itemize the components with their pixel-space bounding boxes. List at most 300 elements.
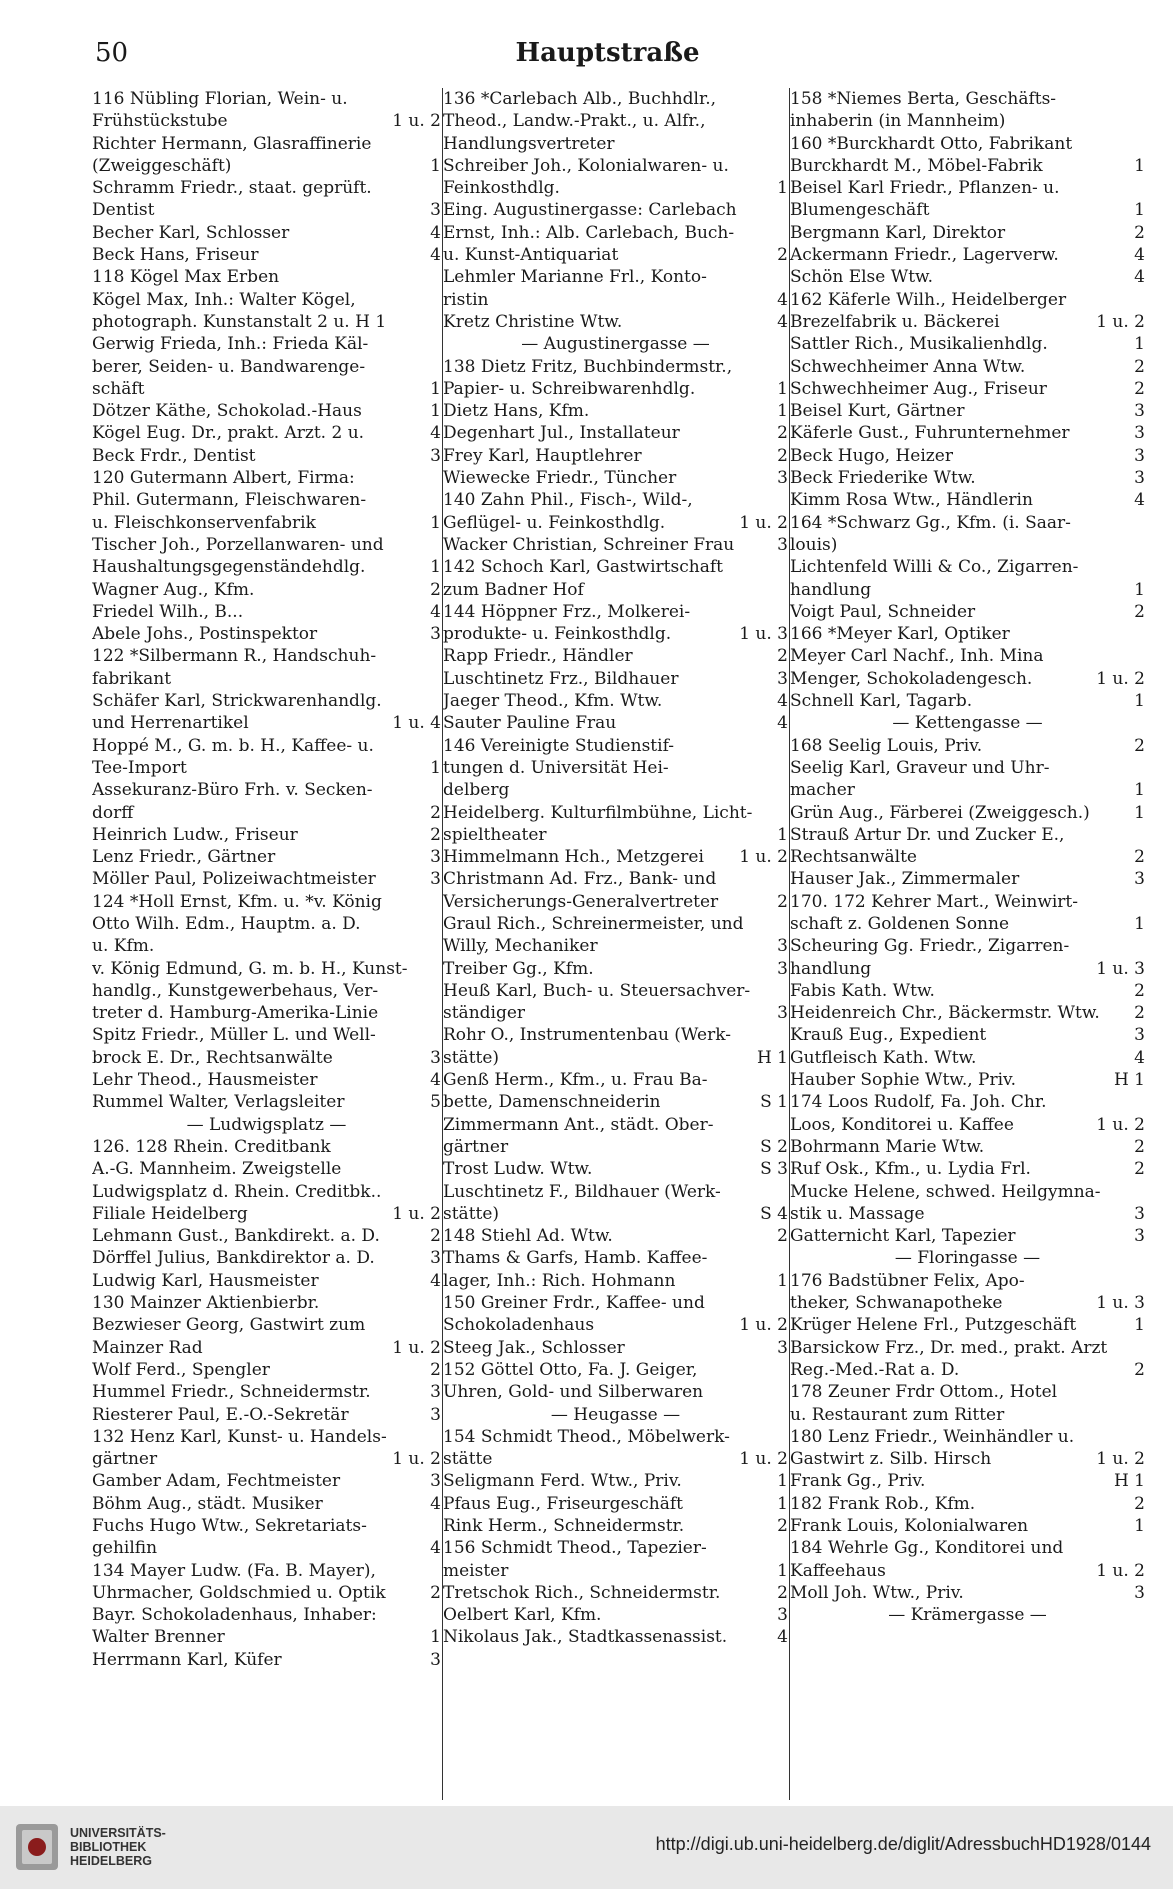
directory-entry-line xyxy=(92,155,441,177)
directory-entry-line xyxy=(443,779,788,801)
directory-entry-line xyxy=(443,1181,788,1203)
floor-number: 2 xyxy=(777,1226,788,1247)
directory-entry-line xyxy=(92,512,441,534)
directory-entry-line xyxy=(92,133,441,155)
floor-number: 4 xyxy=(430,1270,441,1291)
entry-text: Geflügel- u. Feinkosthdlg. xyxy=(443,512,666,533)
directory-entry-line xyxy=(92,1047,441,1069)
floor-number: 1 u. 2 xyxy=(392,1337,441,1358)
directory-entry-line xyxy=(92,1626,441,1648)
entry-text: Uhren, Gold- und Silberwaren xyxy=(443,1382,704,1403)
directory-entry-line xyxy=(92,1359,441,1381)
entry-text: Fabis Kath. Wtw. xyxy=(790,980,935,1001)
directory-entry-line xyxy=(790,1582,1145,1604)
directory-entry-line xyxy=(790,311,1145,333)
floor-number: 4 xyxy=(430,1538,441,1559)
floor-number: 3 xyxy=(1134,869,1145,890)
directory-entry-line xyxy=(92,289,441,311)
floor-number: 4 xyxy=(1134,1047,1145,1068)
entry-text: Phil. Gutermann, Fleischwaren- xyxy=(92,490,367,511)
directory-entry-line xyxy=(790,1114,1145,1136)
floor-number: 1 xyxy=(777,1493,788,1514)
entry-text: spieltheater xyxy=(443,824,547,845)
entry-text: Lenz Friedr., Gärtner xyxy=(92,847,276,868)
entry-text: Rapp Friedr., Händler xyxy=(443,646,633,667)
directory-entry-line xyxy=(92,824,441,846)
floor-number: 2 xyxy=(1134,1003,1145,1024)
entry-text: Dötzer Käthe, Schokolad.-Haus xyxy=(92,401,362,422)
floor-number: 3 xyxy=(777,958,788,979)
street-heading xyxy=(790,1247,1145,1269)
entry-text: Theod., Landw.-Prakt., u. Alfr., xyxy=(443,111,706,132)
entry-text: 162 Käferle Wilh., Heidelberger xyxy=(790,289,1067,310)
entry-text: gärtner xyxy=(92,1449,158,1470)
floor-number: 4 xyxy=(430,1070,441,1091)
floor-number: 2 xyxy=(430,1359,441,1380)
entry-text: Frühstückstube xyxy=(92,111,228,132)
directory-entry-line xyxy=(443,1337,788,1359)
source-url-link[interactable]: http://digi.ub.uni-heidelberg.de/diglit/AdressbuchHD1928/0144 xyxy=(655,1834,1151,1854)
floor-number: 2 xyxy=(430,824,441,845)
directory-entry-line xyxy=(790,846,1145,868)
floor-number: 1 xyxy=(1134,780,1145,801)
directory-entry-line xyxy=(443,1225,788,1247)
directory-entry-line xyxy=(790,1515,1145,1537)
entry-text: A.-G. Mannheim. Zweigstelle xyxy=(92,1159,342,1180)
floor-number: 3 xyxy=(430,200,441,221)
entry-text: Käferle Gust., Fuhrunternehmer xyxy=(790,423,1070,444)
entry-text: Versicherungs-Generalvertreter xyxy=(443,891,719,912)
entry-text: produkte- u. Feinkosthdlg. xyxy=(443,624,672,645)
entry-text: 150 Greiner Frdr., Kaffee- und xyxy=(443,1293,705,1314)
street-heading-text: — Heugasse — xyxy=(550,1404,681,1425)
entry-text: Bohrmann Marie Wtw. xyxy=(790,1136,985,1157)
directory-entry-line xyxy=(790,133,1145,155)
floor-number: 1 u. 2 xyxy=(739,1449,788,1470)
entry-text: 136 *Carlebach Alb., Buchhdlr., xyxy=(443,89,717,109)
floor-number: 4 xyxy=(430,1493,441,1514)
floor-number: S 2 xyxy=(760,1136,788,1157)
entry-text: Wolf Ferd., Spengler xyxy=(92,1359,270,1380)
floor-number: 1 xyxy=(430,378,441,399)
directory-entry-line xyxy=(790,177,1145,199)
directory-entry-line xyxy=(92,445,441,467)
floor-number: 3 xyxy=(777,668,788,689)
floor-number: 1 xyxy=(777,178,788,199)
entry-text: Gerwig Frieda, Inh.: Frieda Käl- xyxy=(92,334,369,355)
entry-text: Mainzer Rad xyxy=(92,1337,203,1358)
entry-text: Haushaltungsgegenständehdlg. xyxy=(92,557,366,578)
directory-entry-line xyxy=(92,1426,441,1448)
directory-entry-line xyxy=(790,1426,1145,1448)
directory-entry-line xyxy=(443,935,788,957)
page-number: 50 xyxy=(95,38,129,68)
directory-entry-line xyxy=(92,1560,441,1582)
floor-number: 1 xyxy=(1134,913,1145,934)
entry-text: dorff xyxy=(92,802,134,823)
floor-number: 2 xyxy=(777,1582,788,1603)
page-header xyxy=(95,38,1120,78)
entry-text: Friedel Wilh., B... xyxy=(92,601,244,622)
directory-entry-line xyxy=(790,579,1145,601)
entry-text: Ludwigsplatz d. Rhein. Creditbk.. xyxy=(92,1181,382,1202)
floor-number: 1 u. 3 xyxy=(1096,958,1145,979)
directory-entry-line xyxy=(790,1136,1145,1158)
directory-entry-line xyxy=(790,1337,1145,1359)
entry-text: Rink Herm., Schneidermstr. xyxy=(443,1516,685,1536)
street-heading-text: — Kettengasse — xyxy=(892,713,1043,734)
entry-text: 168 Seelig Louis, Priv. xyxy=(790,735,983,756)
floor-number: 1 xyxy=(777,824,788,845)
entry-text: Willy, Mechaniker xyxy=(443,936,598,957)
floor-number: S 3 xyxy=(760,1159,788,1180)
directory-entry-line xyxy=(790,489,1145,511)
street-heading-text: — Augustinergasse — xyxy=(521,334,710,355)
floor-number: 4 xyxy=(777,311,788,332)
floor-number: 2 xyxy=(430,1582,441,1603)
directory-entry-line xyxy=(92,1136,441,1158)
entry-text: Steeg Jak., Schlosser xyxy=(443,1337,625,1358)
directory-entry-line xyxy=(443,177,788,199)
directory-entry-line xyxy=(443,645,788,667)
street-heading-text: — Ludwigsplatz — xyxy=(186,1114,347,1135)
entry-text: 158 *Niemes Berta, Geschäfts- xyxy=(790,89,1057,109)
entry-text: 118 Kögel Max Erben xyxy=(92,267,280,288)
entry-text: Voigt Paul, Schneider xyxy=(790,601,976,622)
directory-entry-line xyxy=(790,1560,1145,1582)
directory-entry-line xyxy=(92,1002,441,1024)
entry-text: Burckhardt M., Möbel-Fabrik xyxy=(790,155,1043,176)
directory-entry-line xyxy=(443,1158,788,1180)
floor-number: 1 xyxy=(777,1270,788,1291)
floor-number: 1 u. 2 xyxy=(1096,1114,1145,1135)
entry-text: 122 *Silbermann R., Handschuh- xyxy=(92,646,377,667)
entry-text: Meyer Carl Nachf., Inh. Mina xyxy=(790,646,1044,667)
directory-entry-line xyxy=(790,645,1145,667)
entry-text: Barsickow Frz., Dr. med., prakt. Arzt xyxy=(790,1337,1108,1358)
directory-entry-line xyxy=(790,824,1145,846)
directory-entry-line xyxy=(443,868,788,890)
entry-text: ständiger xyxy=(443,1003,526,1024)
directory-entry-line xyxy=(790,88,1145,110)
entry-text: treter d. Hamburg-Amerika-Linie xyxy=(92,1003,379,1024)
floor-number: H 1 xyxy=(1113,1471,1145,1492)
entry-text: Seligmann Ferd. Wtw., Priv. xyxy=(443,1471,682,1492)
directory-entry-line xyxy=(790,1069,1145,1091)
floor-number: 3 xyxy=(777,1003,788,1024)
entry-text: Tischer Joh., Porzellanwaren- und xyxy=(92,534,384,555)
entry-text: louis) xyxy=(790,534,838,555)
directory-entry-line xyxy=(92,1470,441,1492)
entry-text: Becher Karl, Schlosser xyxy=(92,222,290,243)
floor-number: 2 xyxy=(777,245,788,266)
entry-text: Reg.-Med.-Rat a. D. xyxy=(790,1359,960,1380)
floor-number: 1 u. 2 xyxy=(1096,311,1145,332)
floor-number: 3 xyxy=(430,624,441,645)
entry-text: theker, Schwanapotheke xyxy=(790,1293,1003,1314)
directory-entry-line xyxy=(92,199,441,221)
directory-entry-line xyxy=(443,601,788,623)
directory-entry-line xyxy=(790,868,1145,890)
floor-number: 2 xyxy=(1134,980,1145,1001)
entry-text: Beck Hans, Friseur xyxy=(92,245,259,266)
entry-text: Mucke Helene, schwed. Heilgymna- xyxy=(790,1181,1101,1202)
floor-number: S 4 xyxy=(760,1203,788,1224)
directory-entry-line xyxy=(92,1381,441,1403)
directory-entry-line xyxy=(443,1493,788,1515)
entry-text: berer, Seiden- u. Bandwarenge- xyxy=(92,356,366,377)
entry-text: Gastwirt z. Silb. Hirsch xyxy=(790,1449,992,1470)
entry-text: 180 Lenz Friedr., Weinhändler u. xyxy=(790,1426,1075,1447)
directory-entry-line xyxy=(92,1247,441,1269)
directory-entry-line xyxy=(92,868,441,890)
entry-text: Bergmann Karl, Direktor xyxy=(790,222,1006,243)
directory-entry-line xyxy=(92,1493,441,1515)
directory-entry-line xyxy=(92,1158,441,1180)
directory-entry-line xyxy=(443,668,788,690)
directory-entry-line xyxy=(790,1537,1145,1559)
directory-entry-line xyxy=(92,891,441,913)
entry-text: Hauber Sophie Wtw., Priv. xyxy=(790,1070,1017,1091)
entry-text: Herrmann Karl, Küfer xyxy=(92,1649,282,1670)
entry-text: delberg xyxy=(443,780,510,801)
floor-number: 1 u. 2 xyxy=(739,512,788,533)
floor-number: 3 xyxy=(1134,401,1145,422)
directory-entry-line xyxy=(92,735,441,757)
entry-text: 134 Mayer Ludw. (Fa. B. Mayer), xyxy=(92,1560,376,1581)
directory-entry-line xyxy=(92,1314,441,1336)
directory-entry-line xyxy=(92,623,441,645)
floor-number: 3 xyxy=(1134,423,1145,444)
entry-text: stik u. Massage xyxy=(790,1203,925,1224)
floor-number: 1 xyxy=(430,512,441,533)
entry-text: macher xyxy=(790,780,855,801)
directory-entry-line xyxy=(790,735,1145,757)
entry-text: Ludwig Karl, Hausmeister xyxy=(92,1270,319,1291)
entry-text: Frank Gg., Priv. xyxy=(790,1471,926,1492)
entry-text: Kögel Max, Inh.: Walter Kögel, xyxy=(92,289,356,310)
entry-text: Heuß Karl, Buch- u. Steuersachver- xyxy=(443,980,751,1001)
directory-entry-line xyxy=(790,757,1145,779)
directory-entry-line xyxy=(92,601,441,623)
entry-text: 166 *Meyer Karl, Optiker xyxy=(790,624,1010,645)
entry-text: Kretz Christine Wtw. xyxy=(443,311,623,332)
directory-entry-line xyxy=(443,1203,788,1225)
entry-text: Lichtenfeld Willi & Co., Zigarren- xyxy=(790,557,1079,578)
entry-text: Bezwieser Georg, Gastwirt zum xyxy=(92,1315,366,1336)
directory-entry-line xyxy=(92,690,441,712)
entry-text: Heidelberg. Kulturfilmbühne, Licht- xyxy=(443,802,753,823)
directory-entry-line xyxy=(92,1203,441,1225)
floor-number: 3 xyxy=(1134,1203,1145,1224)
directory-entry-line xyxy=(443,958,788,980)
floor-number: 3 xyxy=(430,1047,441,1068)
entry-text: Beisel Karl Friedr., Pflanzen- u. xyxy=(790,178,1060,199)
directory-entry-line xyxy=(92,222,441,244)
entry-text: Luschtinetz F., Bildhauer (Werk- xyxy=(443,1181,721,1202)
floor-number: 2 xyxy=(777,445,788,466)
floor-number: 2 xyxy=(1134,1359,1145,1380)
floor-number: 1 xyxy=(1134,1315,1145,1336)
entry-text: Frank Louis, Kolonialwaren xyxy=(790,1516,1029,1536)
directory-entry-line xyxy=(790,422,1145,444)
directory-column-2 xyxy=(443,88,788,1806)
floor-number: 3 xyxy=(430,847,441,868)
entry-text: Oelbert Karl, Kfm. xyxy=(443,1605,602,1626)
entry-text: handlung xyxy=(790,958,872,979)
floor-number: 3 xyxy=(430,1404,441,1425)
directory-entry-line xyxy=(92,333,441,355)
entry-text: Beck Hugo, Heizer xyxy=(790,445,953,466)
entry-text: Rummel Walter, Verlagsleiter xyxy=(92,1092,345,1113)
directory-entry-line xyxy=(92,645,441,667)
entry-text: Krüger Helene Frl., Putzgeschäft xyxy=(790,1315,1077,1336)
floor-number: 3 xyxy=(430,1248,441,1269)
entry-text: stätte) xyxy=(443,1047,500,1068)
directory-entry-line xyxy=(443,846,788,868)
directory-entry-line xyxy=(790,891,1145,913)
directory-entry-line xyxy=(443,378,788,400)
entry-text: Beck Frdr., Dentist xyxy=(92,445,256,466)
directory-entry-line xyxy=(443,1426,788,1448)
street-heading xyxy=(443,333,788,355)
floor-number: 3 xyxy=(430,1471,441,1492)
directory-entry-line xyxy=(92,467,441,489)
entry-text: handlung xyxy=(790,579,872,600)
directory-entry-line xyxy=(443,1069,788,1091)
entry-text: Loos, Konditorei u. Kaffee xyxy=(790,1114,1014,1135)
directory-entry-line xyxy=(790,1448,1145,1470)
floor-number: 1 xyxy=(1134,1516,1145,1536)
floor-number: 3 xyxy=(1134,445,1145,466)
directory-entry-line xyxy=(790,601,1145,623)
entry-text: Otto Wilh. Edm., Hauptm. a. D. xyxy=(92,913,361,934)
entry-text: Thams & Garfs, Hamb. Kaffee- xyxy=(443,1248,708,1269)
directory-entry-line xyxy=(443,445,788,467)
directory-entry-line xyxy=(790,802,1145,824)
entry-text: Strauß Artur Dr. und Zucker E., xyxy=(790,824,1065,845)
floor-number: 4 xyxy=(430,423,441,444)
directory-entry-line xyxy=(790,1404,1145,1426)
entry-text: Genß Herm., Kfm., u. Frau Ba- xyxy=(443,1070,708,1091)
floor-number: 1 u. 2 xyxy=(739,847,788,868)
floor-number: 2 xyxy=(1134,1136,1145,1157)
floor-number: 2 xyxy=(1134,601,1145,622)
floor-number: 3 xyxy=(430,1382,441,1403)
entry-text: stätte) xyxy=(443,1203,500,1224)
entry-text: 126. 128 Rhein. Creditbank xyxy=(92,1136,331,1157)
entry-text: Wagner Aug., Kfm. xyxy=(92,579,255,600)
directory-entry-line xyxy=(92,1515,441,1537)
directory-entry-line xyxy=(443,1604,788,1626)
library-name: UNIVERSITÄTS- BIBLIOTHEK HEIDELBERG xyxy=(70,1826,166,1868)
entry-text: 138 Dietz Fritz, Buchbindermstr., xyxy=(443,356,733,377)
entry-text: 130 Mainzer Aktienbierbr. xyxy=(92,1293,320,1314)
directory-entry-line xyxy=(92,846,441,868)
directory-entry-line xyxy=(443,556,788,578)
entry-text: Hummel Friedr., Schneidermstr. xyxy=(92,1382,371,1403)
entry-text: gehilfin xyxy=(92,1538,158,1559)
directory-entry-line xyxy=(443,400,788,422)
entry-text: Lehr Theod., Hausmeister xyxy=(92,1070,318,1091)
entry-text: 170. 172 Kehrer Mart., Weinwirt- xyxy=(790,891,1079,912)
directory-entry-line xyxy=(443,244,788,266)
entry-text: 124 *Holl Ernst, Kfm. u. *v. König xyxy=(92,891,382,912)
floor-number: 3 xyxy=(1134,1025,1145,1046)
directory-entry-line xyxy=(790,1314,1145,1336)
entry-text: Luschtinetz Frz., Bildhauer xyxy=(443,668,679,689)
floor-number: 4 xyxy=(430,601,441,622)
directory-entry-line xyxy=(443,155,788,177)
directory-entry-line xyxy=(92,1069,441,1091)
floor-number: 1 xyxy=(430,401,441,422)
floor-number: 4 xyxy=(1134,245,1145,266)
street-heading xyxy=(443,1404,788,1426)
directory-entry-line xyxy=(443,1136,788,1158)
entry-text: stätte xyxy=(443,1449,493,1470)
directory-entry-line xyxy=(443,356,788,378)
directory-entry-line xyxy=(790,1381,1145,1403)
directory-entry-line xyxy=(790,400,1145,422)
entry-text: tungen d. Universität Hei- xyxy=(443,757,669,778)
directory-entry-line xyxy=(92,110,441,132)
entry-text: Papier- u. Schreibwarenhdlg. xyxy=(443,378,696,399)
directory-entry-line xyxy=(443,133,788,155)
entry-text: Rechtsanwälte xyxy=(790,847,917,868)
entry-text: Wacker Christian, Schreiner Frau xyxy=(443,534,735,555)
directory-entry-line xyxy=(443,1515,788,1537)
directory-entry-line xyxy=(790,668,1145,690)
floor-number: 1 u. 2 xyxy=(1096,1449,1145,1470)
floor-number: 4 xyxy=(1134,490,1145,511)
directory-entry-line xyxy=(790,378,1145,400)
directory-entry-line xyxy=(92,958,441,980)
entry-text: schaft z. Goldenen Sonne xyxy=(790,913,1010,934)
floor-number: 1 u. 2 xyxy=(392,111,441,132)
entry-text: 156 Schmidt Theod., Tapezier- xyxy=(443,1538,707,1559)
floor-number: 1 u. 4 xyxy=(392,713,441,734)
street-heading xyxy=(790,1604,1145,1626)
directory-entry-line xyxy=(92,779,441,801)
floor-number: 4 xyxy=(1134,267,1145,288)
floor-number: 1 xyxy=(777,401,788,422)
directory-entry-line xyxy=(92,311,441,333)
directory-entry-line xyxy=(790,266,1145,288)
directory-entry-line xyxy=(92,1582,441,1604)
directory-entry-line xyxy=(92,244,441,266)
floor-number: 3 xyxy=(1134,468,1145,489)
floor-number: 2 xyxy=(430,579,441,600)
entry-text: Pfaus Eug., Friseurgeschäft xyxy=(443,1493,684,1514)
entry-text: photograph. Kunstanstalt 2 u. H 1 xyxy=(92,311,387,332)
entry-text: lager, Inh.: Rich. Hohmann xyxy=(443,1270,676,1291)
directory-entry-line xyxy=(790,1270,1145,1292)
floor-number: 2 xyxy=(1134,356,1145,377)
directory-entry-line xyxy=(790,690,1145,712)
floor-number: 1 xyxy=(430,557,441,578)
entry-text: Böhm Aug., städt. Musiker xyxy=(92,1493,323,1514)
directory-entry-line xyxy=(790,556,1145,578)
entry-text: Zimmermann Ant., städt. Ober- xyxy=(443,1114,714,1135)
directory-entry-line xyxy=(790,222,1145,244)
entry-text: Möller Paul, Polizeiwachtmeister xyxy=(92,869,376,890)
directory-entry-line xyxy=(92,1091,441,1113)
entry-text: Hauser Jak., Zimmermaler xyxy=(790,869,1020,890)
entry-text: Filiale Heidelberg xyxy=(92,1203,248,1224)
entry-text: Sauter Pauline Frau xyxy=(443,713,617,734)
directory-entry-line xyxy=(443,289,788,311)
footer-bar xyxy=(0,1806,1173,1889)
